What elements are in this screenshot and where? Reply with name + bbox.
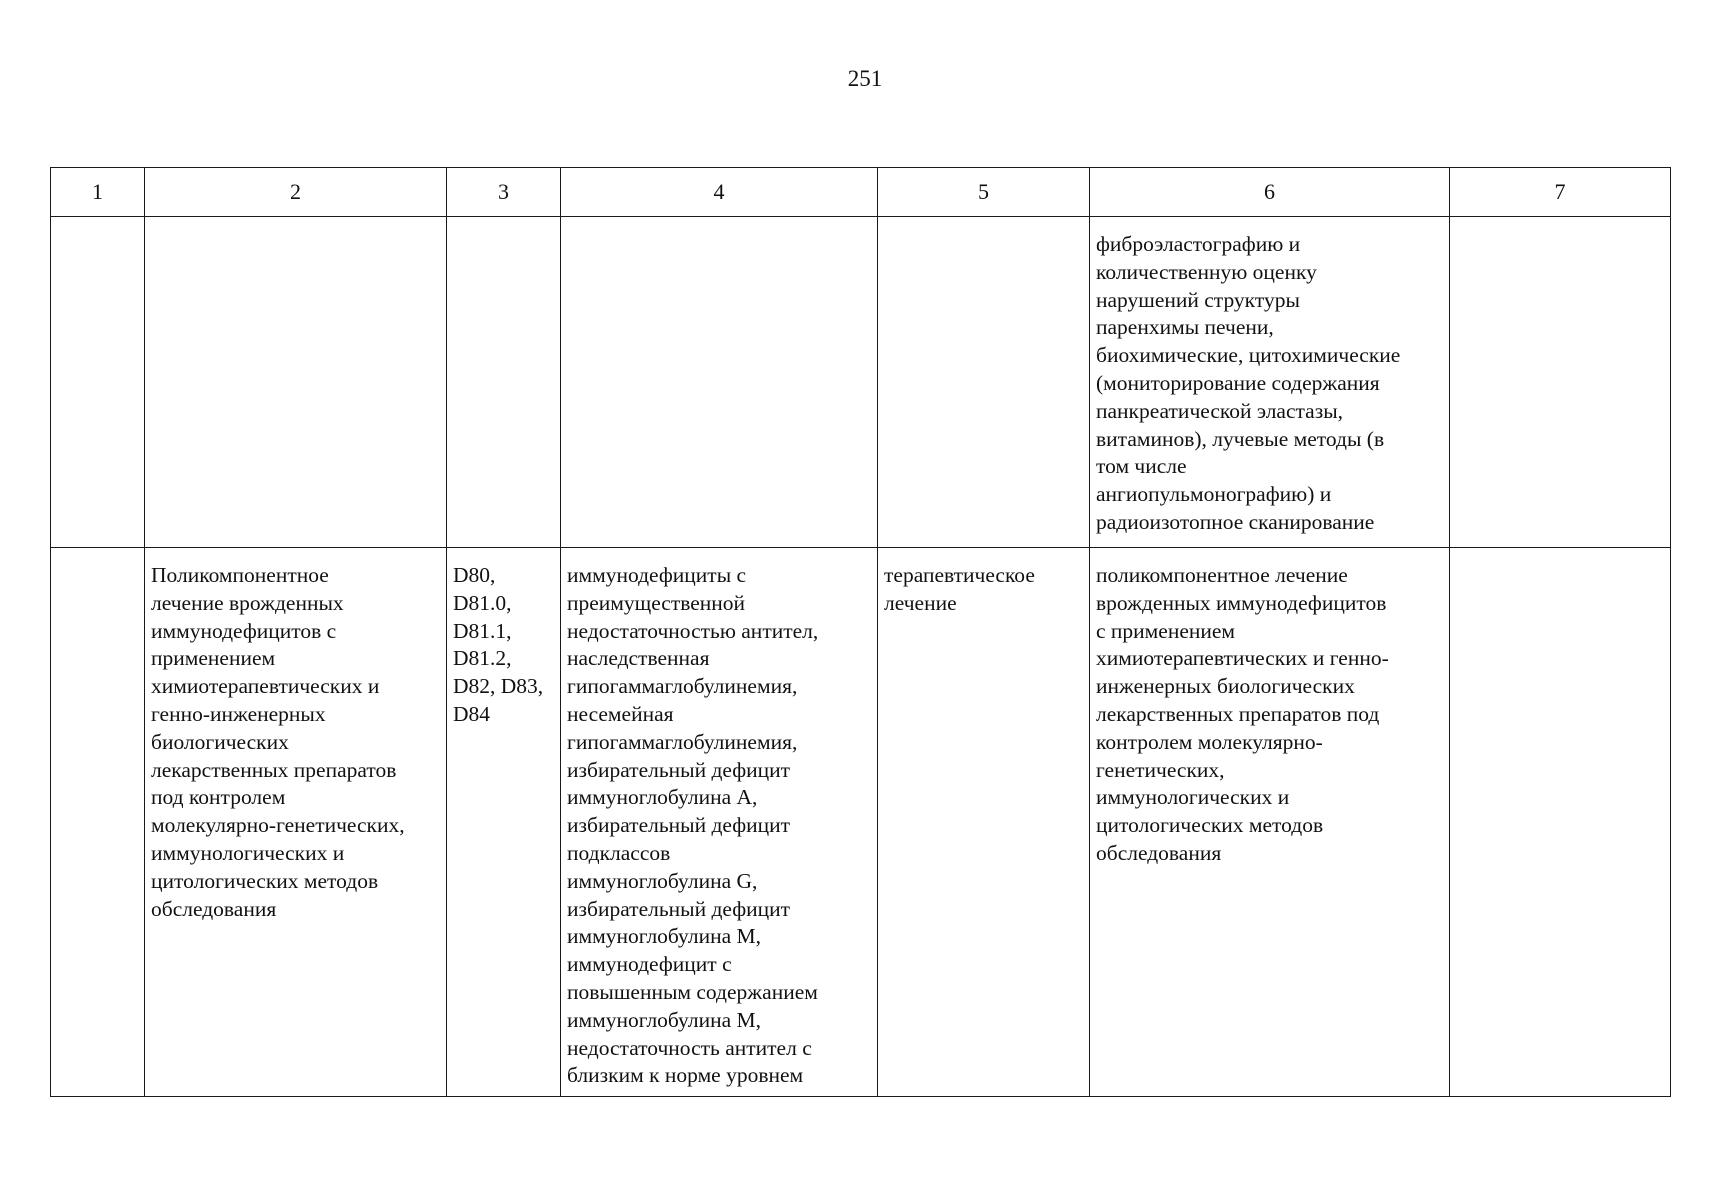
cell-col5 xyxy=(878,217,1090,548)
cell-col7 xyxy=(1450,548,1671,1097)
cell-diagnosis: иммунодефициты с преимущественной недостаточностью антител, наследственная гипогаммаглобулинемия, несемейная гипогаммаглобулинемия, избирательный дефицит иммуноглобулина A, избирательный дефицит подклассов иммуноглобулина G, избирательный дефицит иммуноглобулина M, иммунодефицит с повышенным содержанием иммуноглобулина M, недостаточность антител с близким к норме уровнем xyxy=(561,548,878,1097)
column-number-6: 6 xyxy=(1090,168,1450,217)
table-row xyxy=(51,217,1671,548)
cell-col2 xyxy=(145,217,447,548)
page-number: 251 xyxy=(847,66,883,91)
column-number-3: 3 xyxy=(447,168,561,217)
cell-col1 xyxy=(51,217,145,548)
column-number-7: 7 xyxy=(1450,168,1671,217)
cell-treatment-type: терапевтическое лечение xyxy=(878,548,1090,1097)
column-number-4: 4 xyxy=(561,168,878,217)
table-row xyxy=(51,548,1671,1097)
cell-col3 xyxy=(447,217,561,548)
cell-methods-continuation: фиброэластографию и количественную оценку нарушений структуры паренхимы печени, биохимические, цитохимические (мониторирование содержания панкреатической эластазы, витаминов), лучевые методы (в том числе ангиопульмонографию) и радиоизотопное сканирование xyxy=(1090,217,1450,548)
cell-icd-codes: D80, D81.0, D81.1, D81.2, D82, D83, D84 xyxy=(447,548,561,1097)
document-table xyxy=(50,167,1671,1097)
column-number-5: 5 xyxy=(878,168,1090,217)
cell-treatment-name: Поликомпонентное лечение врожденных иммунодефицитов с применением химиотерапевтических и генно-инженерных биологических лекарственных препаратов под контролем молекулярно-генетических, иммунологических и цитологических методов обследования xyxy=(145,548,447,1097)
cell-col7 xyxy=(1450,217,1671,548)
cell-col1 xyxy=(51,548,145,1097)
column-number-2: 2 xyxy=(145,168,447,217)
table-header-row xyxy=(51,168,1671,217)
cell-col4 xyxy=(561,217,878,548)
column-number-1: 1 xyxy=(51,168,145,217)
cell-treatment-method: поликомпонентное лечение врожденных иммунодефицитов с применением химиотерапевтических и генно- инженерных биологических лекарственных препаратов под контролем молекулярно- генетических, иммунологических и цитологических методов обследования xyxy=(1090,548,1450,1097)
